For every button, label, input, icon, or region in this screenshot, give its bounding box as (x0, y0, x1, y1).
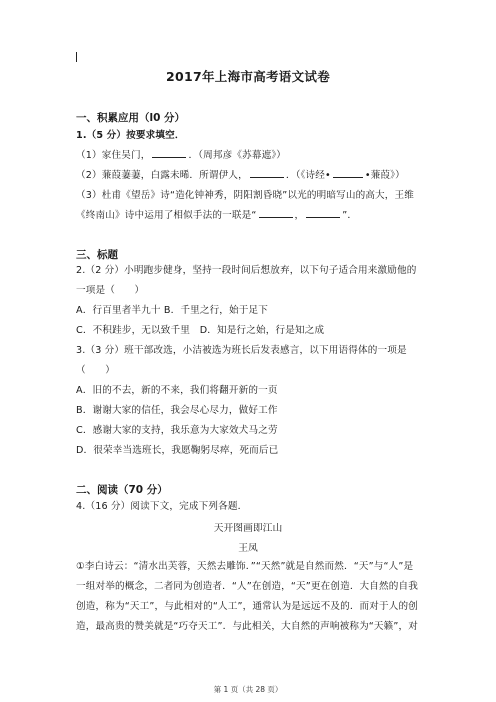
q2-stem-line2: 一项是（ ） (76, 285, 145, 296)
q3-option-b: B．谢谢大家的信任，我会尽心尽力，做好工作 (76, 405, 278, 416)
q3-stem-line1: 3.（3 分）班干部改选，小洁被选为班长后发表感言，以下用语得体的一项是 (76, 345, 407, 356)
paragraph-line: 创造，称为“天工”，与此相对的“人工”，通常认为是远远不及的．而对于人的创 (76, 601, 419, 612)
section-heading-1: 一、积累应用（l0 分） (76, 112, 186, 124)
article-author: 王凤 (238, 543, 258, 554)
answer-blank[interactable] (152, 149, 186, 158)
paragraph-line: ①李白诗云：“清水出芙蓉，天然去雕饰．”“天然”就是自然而然．“天”与“人”是 (76, 561, 414, 572)
page-title: 2017年上海市高考语文试卷 (166, 69, 330, 84)
q1-item1: （1）家住吴门， ．（周邦彦《苏幕遮》） (76, 150, 287, 161)
answer-blank[interactable] (333, 169, 363, 178)
answer-blank[interactable] (250, 169, 284, 178)
q2-stem-line1: 2.（2 分）小明跑步健身，坚持一段时间后想放弃，以下句子适合用来激励他的 (76, 265, 417, 276)
margin-mark (76, 52, 77, 62)
q3-option-c: C．感谢大家的支持，我乐意为大家效犬马之劳 (76, 425, 278, 436)
paragraph-line: 一组对举的概念，二者同为创造者．“人”在创造，“天”更在创造．大自然的自我 (76, 581, 419, 592)
section-heading-3: 二、阅读（70 分） (76, 484, 168, 496)
article-title: 天开图画即江山 (213, 523, 283, 534)
q3-stem-line2: （ ） (76, 365, 115, 376)
paragraph-line: 造，最高贵的赞美就是“巧夺天工”．与此相关，大自然的声响被称为“天籁”，对 (76, 621, 419, 632)
q3-option-a: A．旧的不去，新的不来，我们将翻开新的一页 (76, 385, 278, 396)
q1-item2: （2）蒹葭萋萋，白露未晞．所谓伊人， ．（《诗经• •蒹葭》） (76, 170, 405, 181)
answer-blank[interactable] (259, 209, 293, 218)
q3-option-d: D．很荣幸当选班长，我愿鞠躬尽瘁，死而后已 (76, 445, 279, 456)
page-footer: 第 1 页（共 28 页） (213, 685, 283, 694)
section-heading-2: 三、标题 (76, 249, 118, 261)
q1-item3-line2: 《终南山》诗中运用了相似手法的一联是“ ， ”． (76, 210, 358, 221)
answer-blank[interactable] (306, 209, 340, 218)
q2-options-ab: A．行百里者半九十 B．千里之行，始于足下 (76, 305, 269, 316)
q2-options-cd: C．不积跬步，无以致千里 D．知是行之始，行是知之成 (76, 325, 325, 336)
q1-item3-line1: （3）杜甫《望岳》诗“造化钟神秀，阴阳割昏晓”以光的明暗写山的高大，王维 (76, 190, 415, 201)
q1-stem: 1.（5 分）按要求填空． (76, 130, 185, 141)
q4-stem: 4.（16 分）阅读下文，完成下列各题． (76, 501, 248, 512)
